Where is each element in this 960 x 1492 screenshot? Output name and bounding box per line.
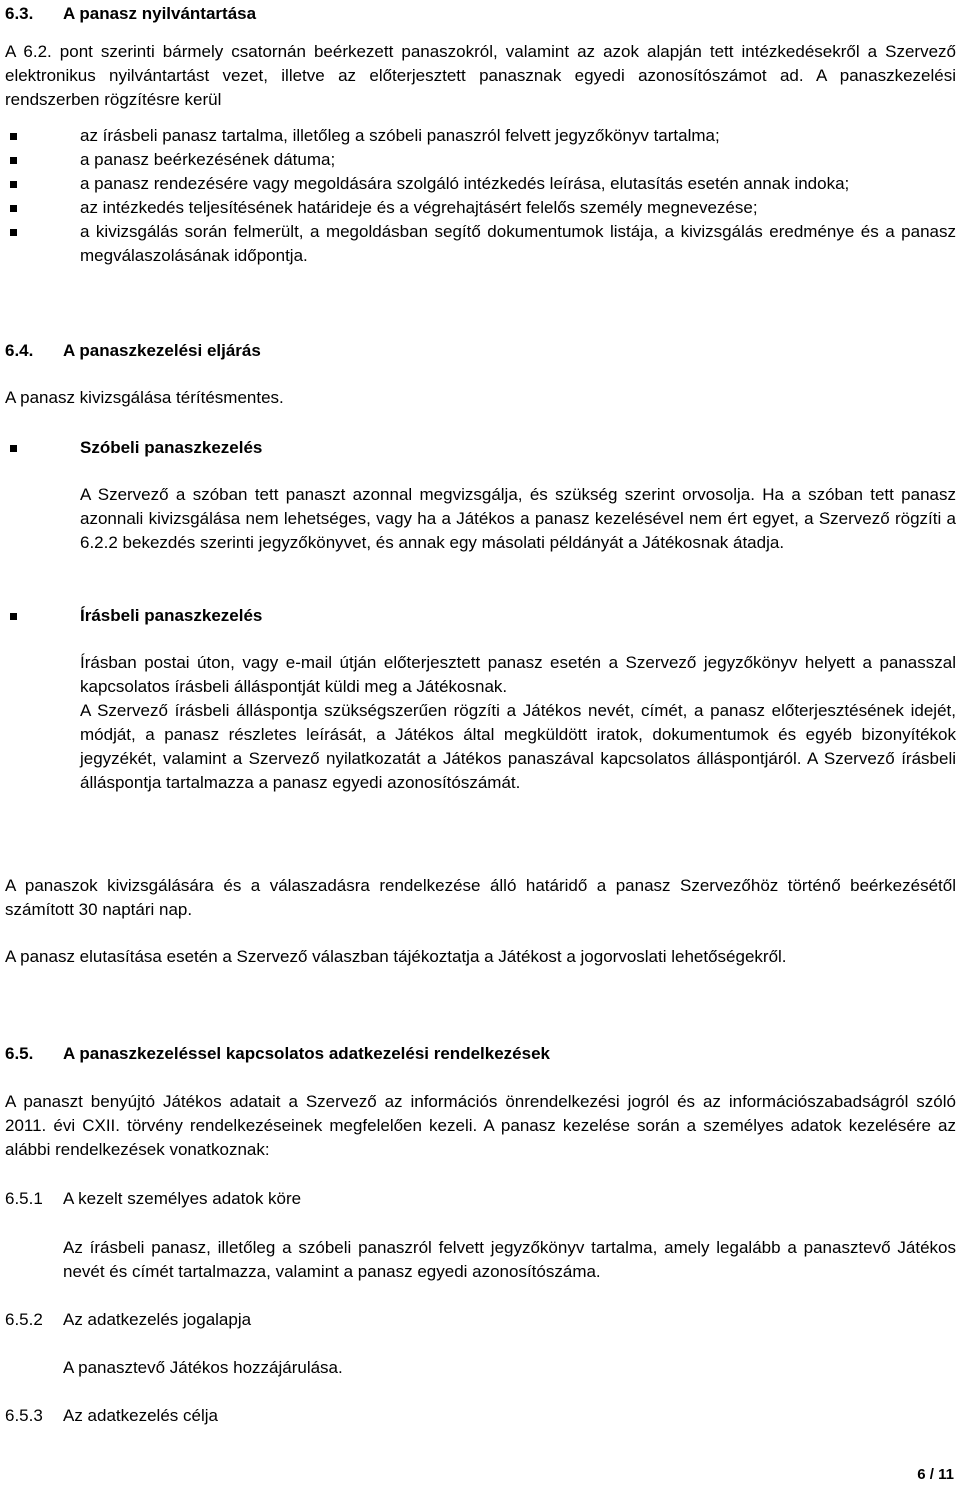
section-6-3-intro: A 6.2. pont szerinti bármely csatornán beérkezett panaszokról, valamint az azok alapján tett intézkedésekről a Szervező elektronikus nyilvántartást vezet, illetve az előterjesztett panasznak egyedi azonosítószámot ad. A panaszkezelési rendszerben rögzítésre kerül	[5, 42, 956, 109]
section-number: 6.5.	[5, 1044, 34, 1063]
section-6-3-list	[5, 124, 956, 268]
section-title: A panaszkezelési eljárás	[63, 341, 261, 360]
section-6-5-intro: A panaszt benyújtó Játékos adatait a Szervező az információs önrendelkezési jogról és az információszabadságról szóló 2011. évi CXII. törvény rendelkezéseinek megfelelően kezeli. A panasz kezelése során a személyes adatok kezelésére az alábbi rendelkezések vonatkoznak:	[5, 1092, 956, 1159]
section-number: 6.3.	[5, 4, 34, 23]
subsection-6-5-1-text: Az írásbeli panasz, illetőleg a szóbeli panaszról felvett jegyzőkönyv tartalma, amely legalább a panasztevő Játékos nevét és címét tartalmazza, valamint a panasz egyedi azonosítószáma.	[63, 1238, 956, 1281]
subsection-6-5-3-heading: 6.5.3 Az adatkezelés célja	[5, 1406, 218, 1425]
page-number: 6 / 11	[917, 1466, 954, 1483]
written-complaint-text-1: Írásban postai úton, vagy e-mail útján előterjesztett panasz esetén a Szervező jegyzőkönyv helyett a panasszal kapcsolatos írásbeli álláspontját küldi meg a Játékosnak.	[80, 653, 956, 696]
rejection-text: A panasz elutasítása esetén a Szervező válaszban tájékoztatja a Játékost a jogorvoslati lehetőségekről.	[5, 947, 787, 966]
bullet-square-icon	[10, 181, 17, 188]
list-item: az írásbeli panasz tartalma, illetőleg a szóbeli panaszról felvett jegyzőkönyv tartalma;	[5, 124, 956, 148]
section-title: A panaszkezeléssel kapcsolatos adatkezelési rendelkezések	[63, 1044, 550, 1063]
section-6-4-intro: A panasz kivizsgálása térítésmentes.	[5, 388, 284, 407]
section-6-5-heading	[5, 1042, 550, 1066]
bullet-square-icon	[10, 205, 17, 212]
subsection-6-5-2-heading: 6.5.2 Az adatkezelés jogalapja	[5, 1310, 252, 1329]
section-6-3-heading	[5, 2, 256, 26]
section-number: 6.4.	[5, 341, 34, 360]
oral-complaint-heading: Szóbeli panaszkezelés	[5, 436, 262, 460]
bullet-square-icon	[10, 229, 17, 236]
bullet-square-icon	[10, 445, 17, 452]
bullet-square-icon	[10, 613, 17, 620]
section-title: A panasz nyilvántartása	[63, 4, 257, 23]
bullet-square-icon	[10, 157, 17, 164]
list-item: a kivizsgálás során felmerült, a megoldásban segítő dokumentumok listája, a kivizsgálás eredménye és a panasz megválaszolásának időpontja.	[5, 220, 956, 268]
written-complaint-text-2: A Szervező írásbeli álláspontja szükségszerűen rögzíti a Játékos nevét, címét, a panasz előterjesztésének idejét, módját, a panasz részletes leírását, a Játékos által megküldött iratok, dokumentumok és egyéb bizonyítékok jegyzékét, valamint a Szervező nyilatkozatát a Játékos panaszával kapcsolatos álláspontjáról. A Szervező írásbeli álláspontja tartalmazza a panasz egyedi azonosítószámát.	[80, 701, 956, 792]
subsection-6-5-2-text: A panasztevő Játékos hozzájárulása.	[63, 1358, 343, 1377]
written-complaint-heading: Írásbeli panaszkezelés	[5, 604, 262, 628]
list-item: az intézkedés teljesítésének határideje és a végrehajtásért felelős személy megnevezése;	[5, 196, 956, 220]
oral-complaint-text: A Szervező a szóban tett panaszt azonnal megvizsgálja, és szükség szerint orvosolja. Ha a szóban tett panasz azonnali kivizsgálása nem lehetséges, vagy ha a Játékos a panasz kezelésével nem ért egyet, a Szervező rögzíti a 6.2.2 bekezdés szerinti jegyzőkönyvet, és annak egy másolati példányát a Játékosnak átadja.	[80, 485, 956, 552]
list-item: a panasz beérkezésének dátuma;	[5, 148, 956, 172]
list-item: a panasz rendezésére vagy megoldására szolgáló intézkedés leírása, elutasítás esetén annak indoka;	[5, 172, 956, 196]
section-6-4-heading	[5, 339, 261, 363]
bullet-square-icon	[10, 133, 17, 140]
subsection-6-5-1-heading: 6.5.1 A kezelt személyes adatok köre	[5, 1189, 302, 1208]
deadline-text: A panaszok kivizsgálására és a válaszadásra rendelkezése álló határidő a panasz Szervezőhöz történő beérkezésétől számított 30 naptári nap.	[5, 876, 956, 919]
